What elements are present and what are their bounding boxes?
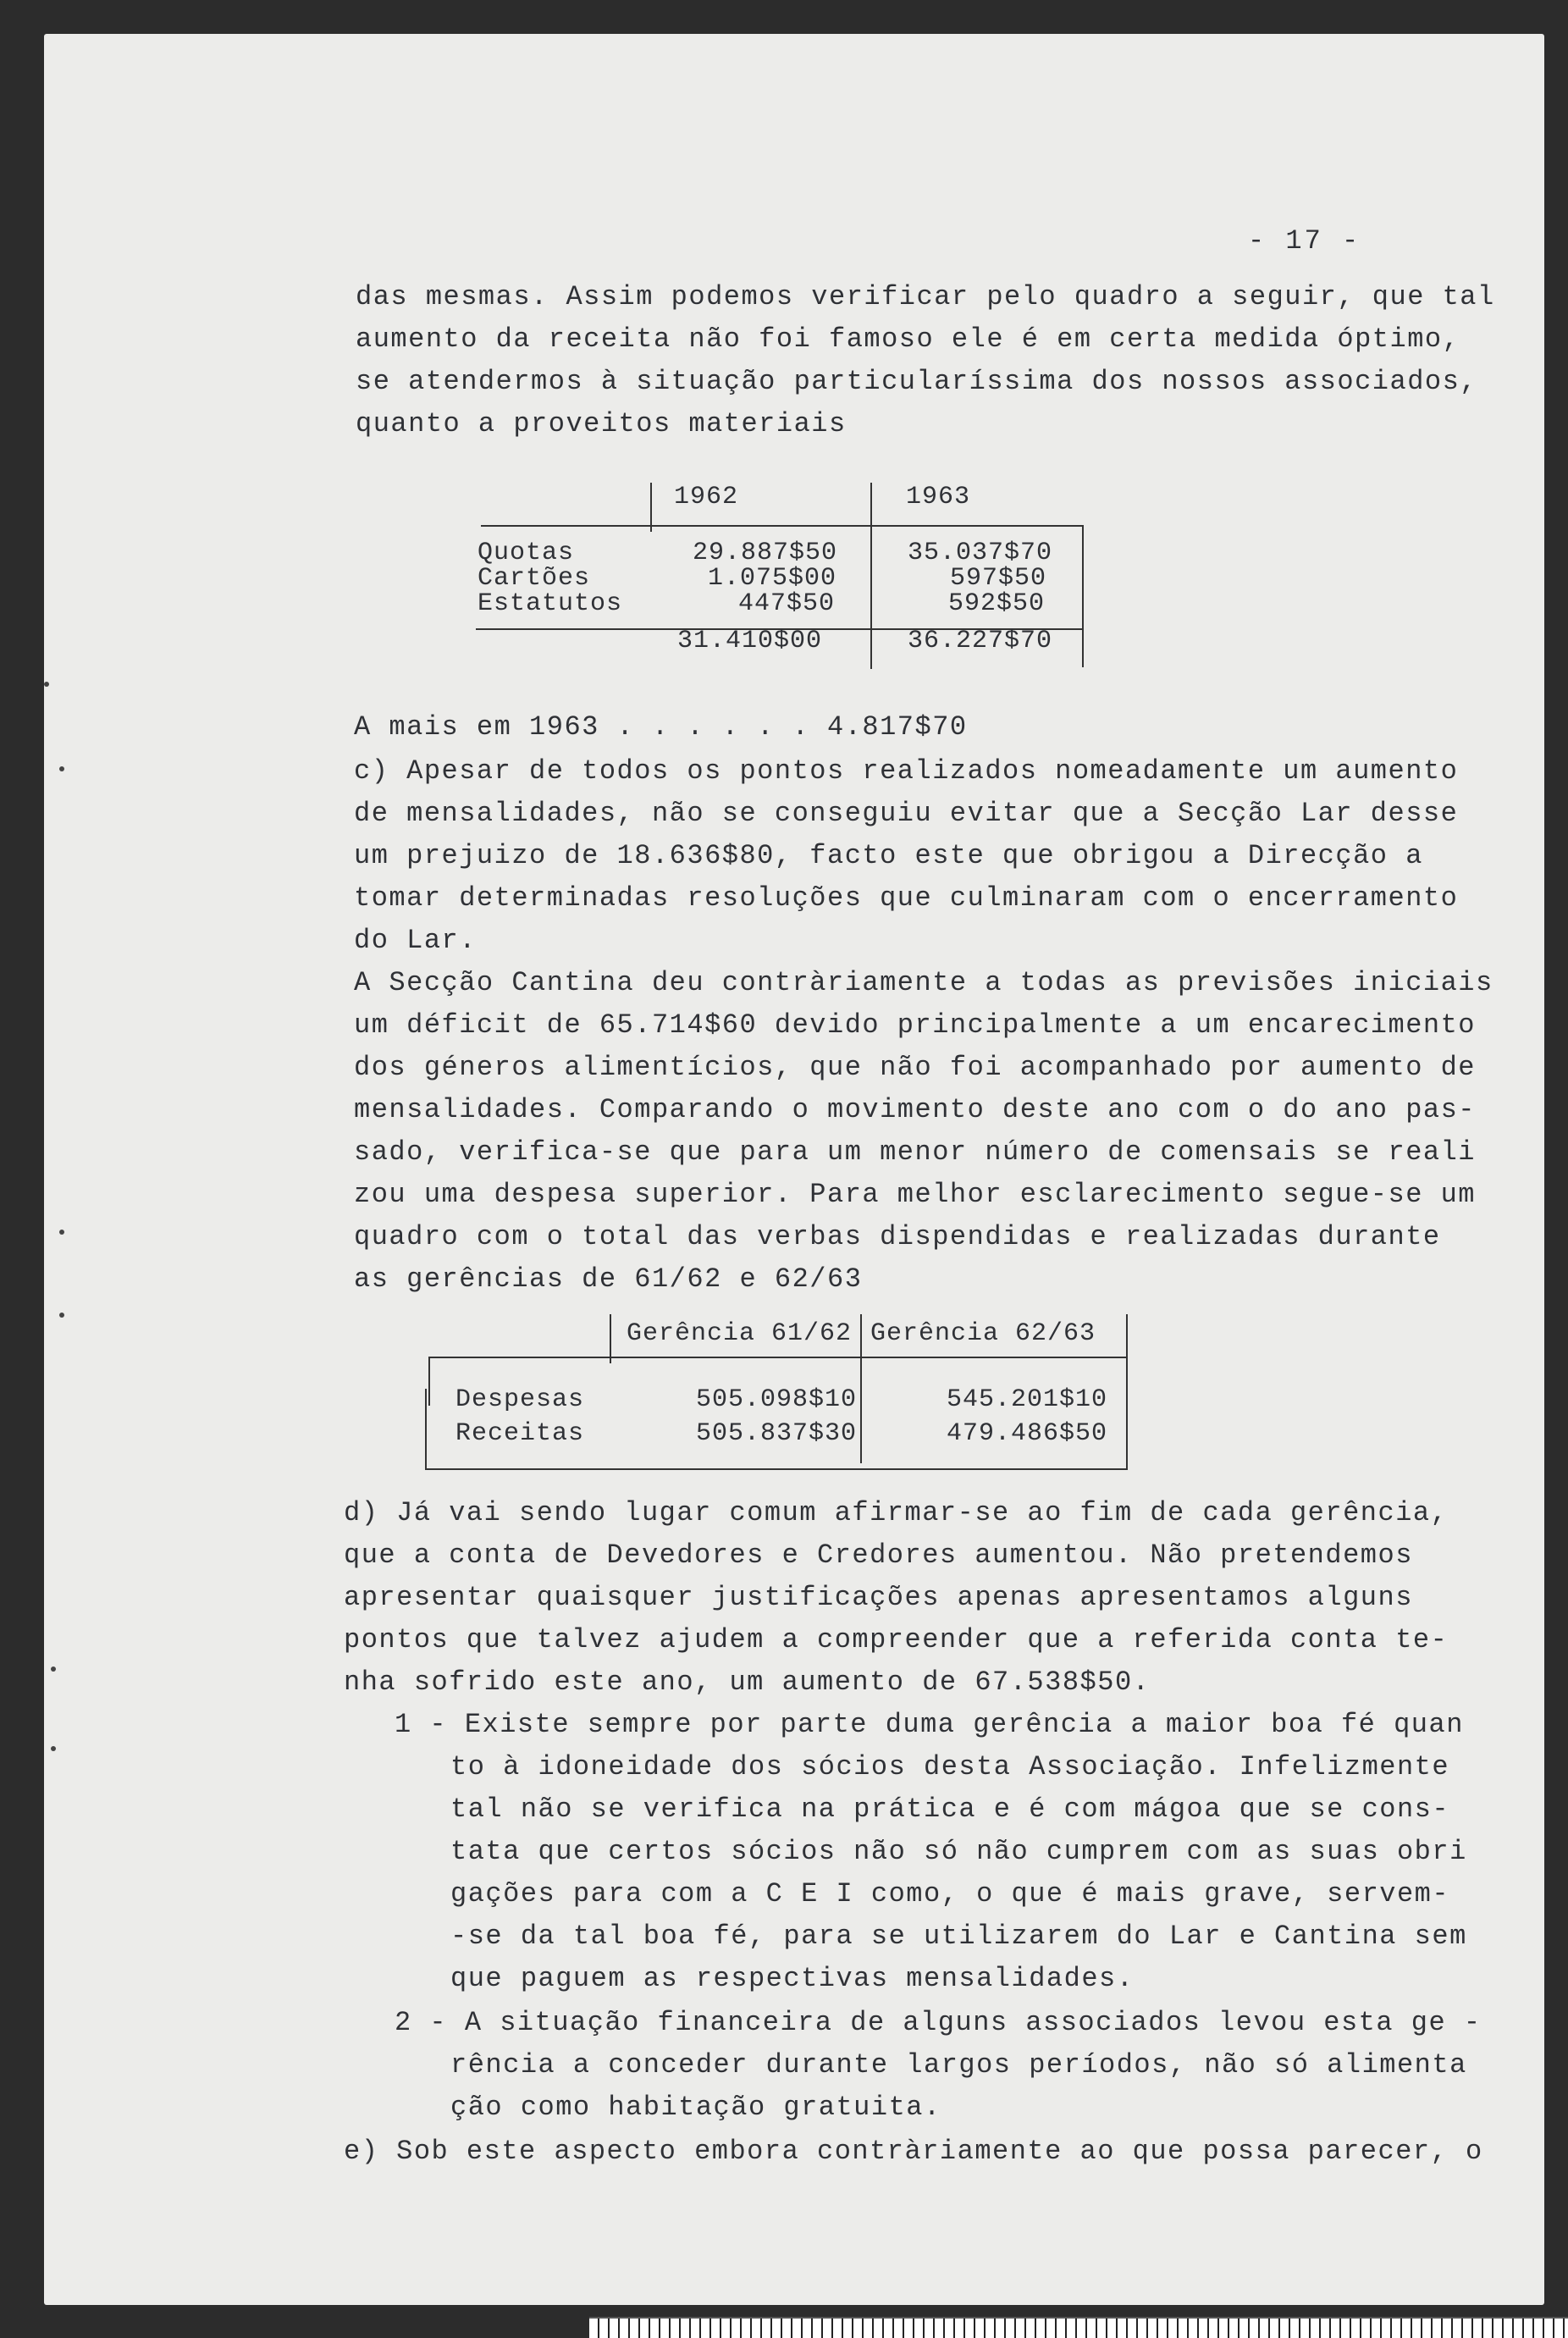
text-line: A Secção Cantina deu contràriamente a todas as previsões iniciais — [354, 967, 1493, 998]
text-line: se atendermos à situação particularíssima dos nossos associados, — [356, 366, 1477, 397]
text-line: quanto a proveitos materiais — [356, 408, 847, 439]
text-line: quadro com o total das verbas dispendidas e realizadas durante — [354, 1221, 1441, 1252]
text-line: que a conta de Devedores e Credores aumentou. Não pretendemos — [344, 1539, 1413, 1571]
table-rule — [870, 483, 872, 669]
text-line: de mensalidades, não se conseguiu evitar que a Secção Lar desse — [354, 798, 1459, 829]
text-line: to à idoneidade dos sócios desta Associação. Infelizmente — [450, 1751, 1450, 1783]
text-line: um prejuizo de 18.636$80, facto este que obrigou a Direcção a — [354, 840, 1423, 871]
table-rule — [860, 1314, 862, 1463]
table-rule — [425, 1389, 427, 1468]
text-line: c) Apesar de todos os pontos realizados nomeadamente um aumento — [354, 755, 1459, 787]
table-header-gerencia-61-62: Gerência 61/62 — [627, 1319, 853, 1348]
table-header-1963: 1963 — [906, 483, 971, 511]
text-line: mensalidades. Comparando o movimento deste ano com o do ano pas- — [354, 1094, 1476, 1125]
page-number: - 17 - — [1248, 225, 1361, 257]
cell-value: 505.098$10 — [696, 1385, 858, 1414]
total-value: 31.410$00 — [677, 627, 823, 655]
row-label: Receitas — [455, 1419, 585, 1448]
text-line: d) Já vai sendo lugar comum afirmar-se ao fim de cada gerência, — [344, 1497, 1449, 1528]
cell-value: 597$50 — [950, 564, 1047, 593]
text-line: tal não se verifica na prática e é com mágoa que se cons- — [450, 1794, 1450, 1825]
row-label: Quotas — [478, 539, 575, 567]
table-rule — [1082, 525, 1084, 667]
table-rule — [481, 525, 1084, 527]
text-line: pontos que talvez ajudem a compreender que a referida conta te- — [344, 1624, 1449, 1655]
row-label: Despesas — [455, 1385, 585, 1414]
punch-hole-mark — [59, 766, 64, 771]
punch-hole-mark — [44, 682, 49, 687]
text-line: um déficit de 65.714$60 devido principalmente a um encarecimento — [354, 1009, 1476, 1041]
table-header-gerencia-62-63: Gerência 62/63 — [870, 1319, 1096, 1348]
punch-hole-mark — [59, 1313, 64, 1318]
text-line: ção como habitação gratuita. — [450, 2092, 941, 2123]
cell-value: 29.887$50 — [693, 539, 838, 567]
text-line: zou uma despesa superior. Para melhor esclarecimento segue-se um — [354, 1179, 1476, 1210]
row-label: Estatutos — [478, 589, 623, 618]
text-line: apresentar quaisquer justificações apenas apresentamos alguns — [344, 1582, 1413, 1613]
punch-hole-mark — [59, 1230, 64, 1235]
text-line: sado, verifica-se que para um menor número de comensais se reali — [354, 1136, 1476, 1168]
text-line: dos géneros alimentícios, que não foi acompanhado por aumento de — [354, 1052, 1476, 1083]
table-rule — [1126, 1314, 1128, 1470]
document-page — [44, 34, 1544, 2305]
text-line: rência a conceder durante largos períodos, não só alimenta — [450, 2049, 1467, 2081]
table-header-1962: 1962 — [674, 483, 739, 511]
table-rule — [428, 1357, 1128, 1358]
cell-value: 505.837$30 — [696, 1419, 858, 1448]
text-line: que paguem as respectivas mensalidades. — [450, 1963, 1135, 1994]
cell-value: 592$50 — [948, 589, 1046, 618]
table-rule — [425, 1468, 1128, 1470]
text-line: nha sofrido este ano, um aumento de 67.538$50. — [344, 1666, 1151, 1698]
row-label: Cartões — [478, 564, 591, 593]
text-line: 1 - Existe sempre por parte duma gerência a maior boa fé quan — [395, 1709, 1464, 1740]
punch-hole-mark — [51, 1666, 56, 1672]
cell-value: 479.486$50 — [947, 1419, 1108, 1448]
text-line: A mais em 1963 . . . . . . 4.817$70 — [354, 711, 968, 743]
table-rule — [428, 1357, 430, 1406]
page-text — [44, 34, 1544, 2305]
text-line: as gerências de 61/62 e 62/63 — [354, 1263, 863, 1295]
text-line: -se da tal boa fé, para se utilizarem do Lar e Cantina sem — [450, 1921, 1467, 1952]
text-line: 2 - A situação financeira de alguns associados levou esta ge - — [395, 2007, 1482, 2038]
text-line: do Lar. — [354, 925, 477, 956]
cell-value: 35.037$70 — [908, 539, 1053, 567]
text-line: aumento da receita não foi famoso ele é em certa medida óptimo, — [356, 323, 1460, 355]
punch-hole-mark — [51, 1746, 56, 1751]
text-line: tomar determinadas resoluções que culminaram com o encerramento — [354, 882, 1459, 914]
text-line: das mesmas. Assim podemos verificar pelo quadro a seguir, que tal — [356, 281, 1495, 312]
total-value: 36.227$70 — [908, 627, 1053, 655]
text-line: gações para com a C E I como, o que é mais grave, servem- — [450, 1878, 1450, 1910]
cell-value: 545.201$10 — [947, 1385, 1108, 1414]
cell-value: 447$50 — [738, 589, 836, 618]
scale-ruler — [589, 2317, 1568, 2338]
text-line: e) Sob este aspecto embora contràriamente ao que possa parecer, o — [344, 2136, 1483, 2167]
cell-value: 1.075$00 — [708, 564, 837, 593]
text-line: tata que certos sócios não só não cumprem com as suas obri — [450, 1836, 1467, 1867]
